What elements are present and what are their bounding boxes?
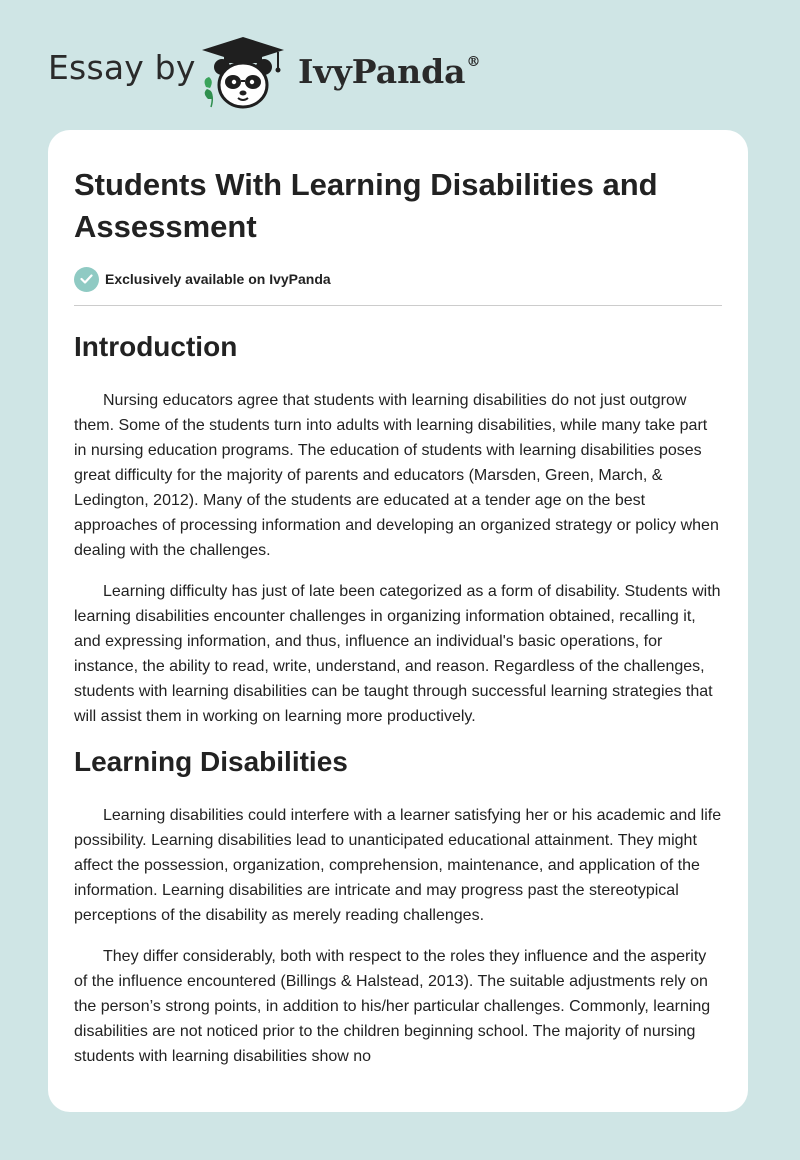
article-card — [48, 130, 748, 1112]
exclusive-text: Exclusively available on IvyPanda — [105, 271, 331, 287]
paragraph: They differ considerably, both with respect to the roles they influence and the asperity of the influence encountered (Billings & Halstead, 2013). The suitable adjustments rely on the person’s strong points, in addition to his/her particular challenges. Commonly, learning disabilities are not noticed prior to the children beginning school. The majority of nursing students with learning disabilities show no — [74, 948, 711, 1065]
paragraph: Learning disabilities could interfere with a learner satisfying her or his academic and life possibility. Learning disabilities lead to unanticipated educational attainment. They might affect the possession, organization, comprehension, maintenance, and application of the information. Learning disabilities are intricate and may progress past the stereotypical perceptions of the disability as merely reading challenges. — [74, 807, 722, 924]
site-header — [48, 30, 548, 110]
registered-mark: ® — [466, 54, 481, 70]
title-divider — [74, 305, 722, 306]
brand-name[interactable]: IvyPanda® — [298, 52, 481, 91]
section-heading-introduction: Introduction — [74, 331, 238, 362]
check-circle-icon — [74, 267, 99, 292]
article-title: Students With Learning Disabilities and Assessment — [74, 167, 658, 244]
exclusive-badge — [74, 266, 722, 292]
essay-by-label: Essay by — [48, 48, 196, 87]
paragraph: Learning difficulty has just of late been categorized as a form of disability. Students with learning disabilities encounter challenges in organizing information obtained, recalling it, and expressing information, and thus, influence an individual's basic operations, for instance, the ability to read, write, understand, and reason. Regardless of the challenges, students with learning disabilities can be taught through successful learning strategies that will assist them in working on learning more productively. — [74, 583, 721, 725]
paragraph: Nursing educators agree that students with learning disabilities do not just outgrow them. Some of the students turn into adults with learning disabilities, while many take part in nursing education programs. The education of students with learning disabilities poses great difficulty for the majority of parents and educators (Marsden, Green, March, & Ledington, 2012). Many of the students are educated at a tender age on the best approaches of processing information and developing an organized strategy or policy when dealing with the challenges. — [74, 392, 719, 559]
section-heading-learning-disabilities: Learning Disabilities — [74, 746, 348, 777]
panda-logo-icon[interactable] — [200, 35, 286, 111]
